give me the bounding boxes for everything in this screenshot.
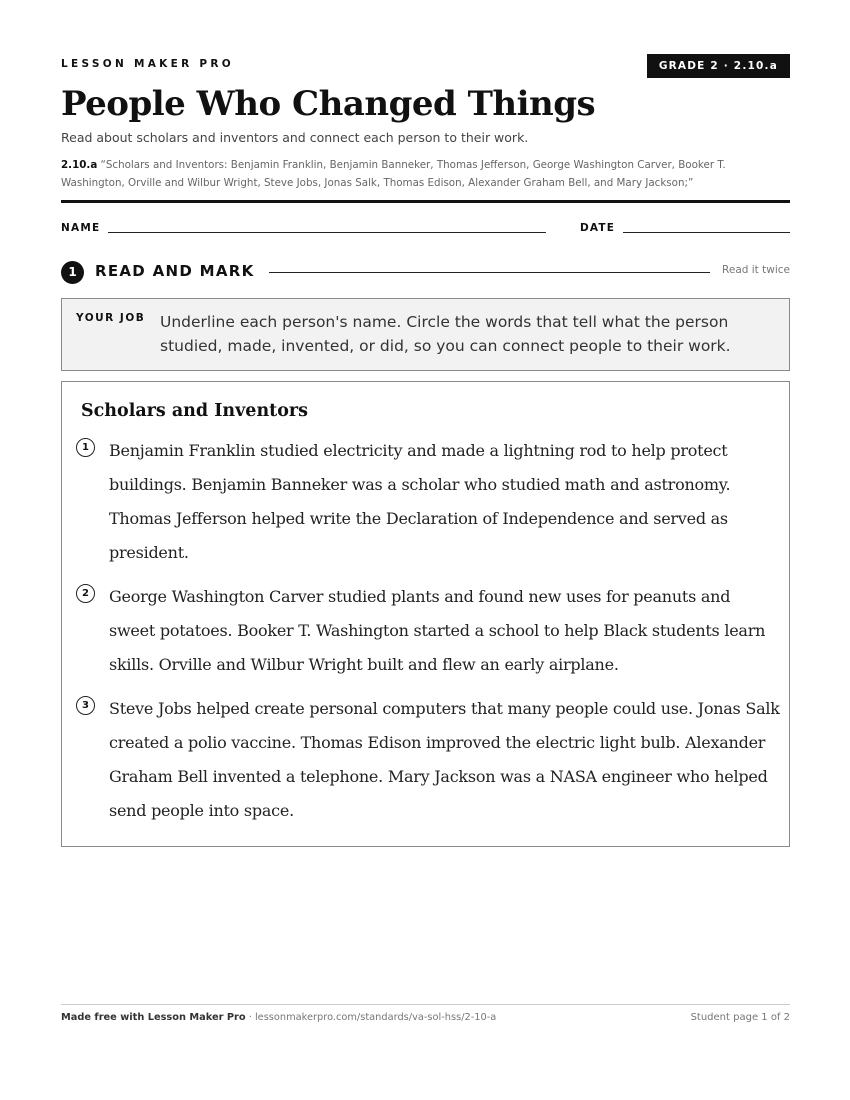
footer-credit [61, 1012, 496, 1023]
instructions-text: Underline each person's name. Circle the words that tell what the person studied, made, invented, or did, so you can connect people to their work. [160, 313, 731, 355]
date-field[interactable] [623, 232, 790, 233]
footer-url[interactable]: lessonmakerpro.com/standards/va-sol-hss/2-10-a [254, 1012, 497, 1023]
reading-paragraph-3[interactable]: Steve Jobs helped create personal computers that many people could use. Jonas Salk created a polio vaccine. Thomas Edison improved the electric light bulb. Alexander Graham Bell invented a telephone. Mary Jackson was a NASA engineer who helped send people into space. [109, 699, 780, 820]
worksheet-page [61, 0, 790, 1100]
brand-name: LESSON MAKER PRO [61, 58, 235, 70]
paragraph-number-2: 2 [76, 584, 95, 603]
date-label: DATE [580, 222, 616, 234]
paragraph-number-1: 1 [76, 438, 95, 457]
reading-title: Scholars and Inventors [81, 401, 308, 421]
page-title: People Who Changed Things [61, 84, 596, 124]
standard-text: “Scholars and Inventors: Benjamin Franklin, Benjamin Banneker, Thomas Jefferson, George Washington Carver, Booker T. Washington, Orville and Wilbur Wright, Steve Jobs, Jonas Salk, Thomas Edison, Alexander Graham Bell, and Mary Jackson;” [61, 159, 726, 189]
name-field[interactable] [108, 232, 546, 233]
reading-passage-box [61, 381, 790, 847]
grade-badge: GRADE 2 · 2.10.a [647, 54, 790, 78]
reading-paragraph-2[interactable]: George Washington Carver studied plants and found new uses for peanuts and sweet potatoes. Booker T. Washington started a school to help Black students learn skills. Orville and Wilbur Wright built and flew an early airplane. [109, 587, 766, 674]
standard-citation [61, 156, 790, 192]
standard-code: 2.10.a [61, 159, 98, 171]
header-divider [61, 200, 790, 203]
page-subtitle: Read about scholars and inventors and connect each person to their work. [61, 130, 529, 145]
section-title: READ AND MARK [95, 262, 255, 280]
section-number-badge: 1 [61, 261, 84, 284]
section-note: Read it twice [722, 264, 790, 276]
footer-page-number: Student page 1 of 2 [690, 1012, 790, 1023]
name-label: NAME [61, 222, 101, 234]
footer-separator: · [245, 1012, 255, 1023]
footer-made-with: Made free with Lesson Maker Pro [61, 1012, 246, 1023]
reading-paragraph-1[interactable]: Benjamin Franklin studied electricity and made a lightning rod to help protect buildings. Benjamin Banneker was a scholar who studied math and astronomy. Thomas Jefferson helped write the Declaration of Independence and served as president. [109, 441, 731, 562]
paragraph-number-3: 3 [76, 696, 95, 715]
footer-divider [61, 1004, 790, 1005]
instructions-box [61, 298, 790, 371]
instructions-label: YOUR JOB [76, 312, 146, 324]
section-divider [269, 272, 710, 273]
